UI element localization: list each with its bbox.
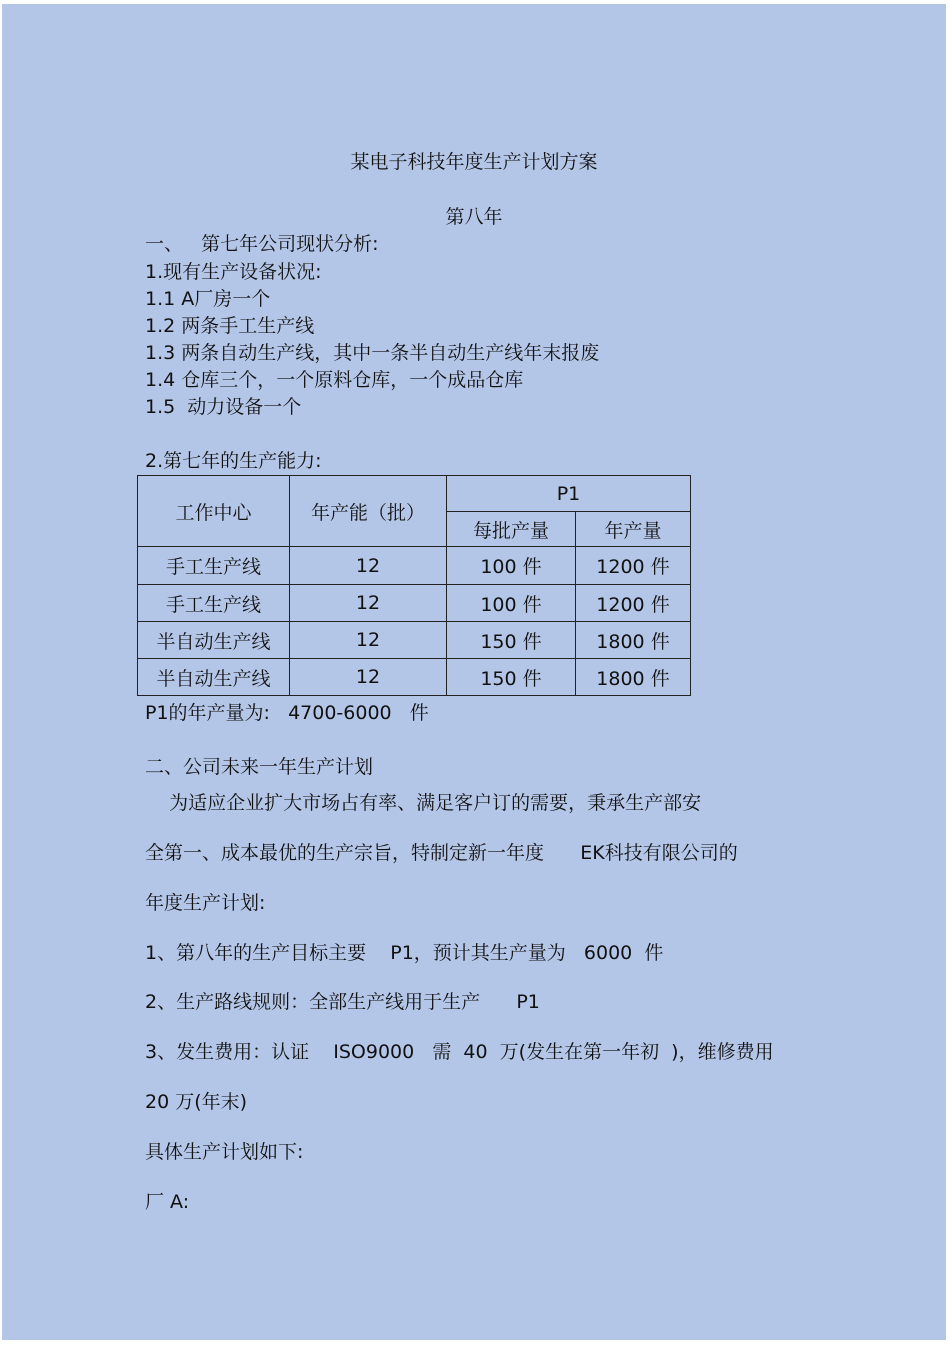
cell-batch: 100 件 <box>447 585 576 622</box>
cell-capacity: 12 <box>290 659 447 696</box>
plan-item: 2、生产路线规则：全部生产线用于生产 P1 <box>145 991 540 1013</box>
table-row <box>138 659 691 696</box>
header-work-center: 工作中心 <box>138 476 290 547</box>
equipment-item: 1.2 两条手工生产线 <box>145 315 315 337</box>
cell-annual: 1800 件 <box>576 659 691 696</box>
table-row <box>138 622 691 659</box>
factory-label: 厂 A: <box>145 1191 190 1213</box>
header-annual-capacity: 年产能（批） <box>290 476 447 547</box>
cell-annual: 1200 件 <box>576 585 691 622</box>
year-heading: 第八年 <box>445 206 503 228</box>
paragraph-line: 全第一、成本最优的生产宗旨，特制定新一年度 EK科技有限公司的 <box>145 842 738 864</box>
cell-work-center: 手工生产线 <box>138 547 290 585</box>
document-page <box>2 4 946 1340</box>
plan-item: 1、第八年的生产目标主要 P1，预计其生产量为 6000 件 <box>145 942 664 964</box>
cell-annual: 1200 件 <box>576 547 691 585</box>
plan-item: 3、发生费用：认证 ISO9000 需 40 万(发生在第一年初 )，维修费用 <box>145 1041 774 1063</box>
header-product: P1 <box>447 476 691 512</box>
equipment-item: 1.1 A厂房一个 <box>145 288 271 310</box>
paragraph-line: 为适应企业扩大市场占有率、满足客户订的需要，秉承生产部安 <box>145 792 702 814</box>
cell-capacity: 12 <box>290 547 447 585</box>
p1-annual-total: P1的年产量为: 4700-6000 件 <box>145 702 429 724</box>
capacity-heading: 2.第七年的生产能力: <box>145 450 322 472</box>
cell-work-center: 半自动生产线 <box>138 622 290 659</box>
cell-work-center: 手工生产线 <box>138 585 290 622</box>
header-annual-output: 年产量 <box>576 512 691 547</box>
equipment-heading: 1.现有生产设备状况: <box>145 261 322 283</box>
cell-capacity: 12 <box>290 622 447 659</box>
capacity-table <box>137 475 691 696</box>
document-title: 某电子科技年度生产计划方案 <box>350 151 598 173</box>
equipment-item: 1.3 两条自动生产线，其中一条半自动生产线年末报废 <box>145 342 600 364</box>
header-batch-output: 每批产量 <box>447 512 576 547</box>
paragraph-line: 年度生产计划: <box>145 892 266 914</box>
section1-heading: 一、 第七年公司现状分析: <box>145 233 379 255</box>
equipment-item: 1.5 动力设备一个 <box>145 396 302 418</box>
table-row <box>138 547 691 585</box>
table-row <box>138 585 691 622</box>
equipment-item: 1.4 仓库三个，一个原料仓库，一个成品仓库 <box>145 369 524 391</box>
cell-batch: 150 件 <box>447 622 576 659</box>
cell-work-center: 半自动生产线 <box>138 659 290 696</box>
cell-batch: 150 件 <box>447 659 576 696</box>
detail-heading: 具体生产计划如下: <box>145 1141 304 1163</box>
section2-heading: 二、公司未来一年生产计划 <box>145 756 374 778</box>
plan-item: 20 万(年末) <box>145 1091 248 1113</box>
cell-capacity: 12 <box>290 585 447 622</box>
cell-batch: 100 件 <box>447 547 576 585</box>
cell-annual: 1800 件 <box>576 622 691 659</box>
